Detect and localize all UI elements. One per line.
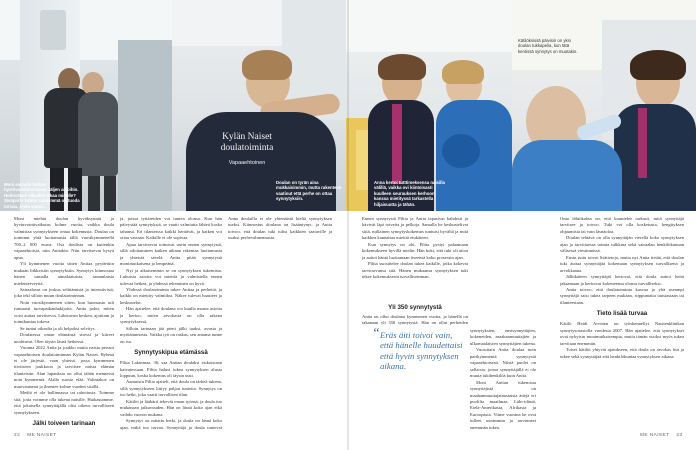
magazine-name-right: ME NAISET (640, 433, 670, 438)
page-number-right: 23 (676, 433, 683, 438)
paragraph: Ensin tuttu toivoi lisätietoja, mutta nyt Anita tietää, että doulan tuki auttaa synnyttäjää kokemaan synnytyksen turvallisena ja arvokkaana. (560, 254, 684, 273)
paragraph: Hän ajattelee, että doulana voi kuulla monia asioita ja kertoo, miten arvokasta on olla tukena synnytyksessä. (120, 306, 222, 325)
shirt-line-1: Kylän Naiset (222, 132, 272, 142)
photo-doula-shirt (172, 0, 346, 211)
caption-photo-3: Anna kertoi tutttimeksensa naisilla välillä, vaikka ovi kiintoisasti kuulleen seurauksen kerhoon kanssa mietityssä tarkastella hiljaisuutta ja tähän. (374, 180, 445, 207)
magazine-name-left: ME NAISET (27, 433, 57, 438)
text-column-6 (560, 216, 684, 430)
paragraph: Anita toivoo, että doulatoiminta kasvaa ja yhä useampi synnyttäjä saisi tukea tarpeen mukaan, riippumatta taustastaan tai tilanteestaan. (560, 286, 684, 305)
text-column-1 (14, 216, 114, 430)
photo-consultation (346, 0, 512, 211)
paragraph: Se tuntui oikealta ja oli helpoksi selvitys. (20, 325, 96, 331)
text-column-3 (228, 216, 332, 430)
caption-photo-1: Moni sairaala kulkee hyvinvointioloissaan Jäljen aikoihin. Hoitoväkeä olikaikki aikaa minulle? Sisäpiirin tarkka saiakimmä on tuoda turvaa, Anita sanoo. (4, 182, 80, 209)
text-column-2 (120, 216, 222, 430)
text-column-4b (362, 314, 468, 326)
paragraph: Doulatessa oman elämänsä stressi ja kiireet unohtuvat. Olen täysin läsnä hetkessä. (14, 332, 114, 344)
paragraph: Noin vuosikymmenen sitten, kun huomasin tuli runsaasti turvapaikanhakijoita, Anita pohti, miten voisi auttaa tarvitsevia. Lähisuvun kesken, ajoittain ja toimikuntaa tukeva. (14, 299, 114, 325)
shirt-line-2: doulatoiminta (220, 143, 274, 153)
paragraph: Ennen synnytystä Piltia ja Anita tapasivat kahdesti ja kävivät läpi toiveita ja pelkoja. Samalla he keskustelivat siitä, millainen synnytyskokemus tuntuisi hyvältä ja mitä kaikkea kannattaa miettiä etukäteen. (362, 216, 468, 241)
footer-right (640, 433, 682, 438)
subheading-1: Jälki toiveen tarinaan (32, 420, 96, 428)
paragraph: Apua tarvitsevat toimivat usein ennen synnytystä, sillä odottaminen kaiken aikaan rakentaa luottamusta ja yhteistä sävelä. Anita pitää synnytystä monimutkaisena ja lempeänä. (120, 241, 222, 267)
paragraph: Piltia Lakinmaa, 36, saa Anitan doulaksi esikoistaan kaivatessaan. Piltia halusi tukea synnytyksen alusta loppuun, koska kokemus oli täysin uusi. (120, 360, 222, 378)
pull-quote: Eräs äiti toivoi vain, että hänelle huudettaisi että hyvin synnytyksen aikana. (380, 330, 463, 372)
page-gutter (347, 0, 349, 450)
paragraph: Yli kymmenen vuotta sitten Anitaa pyydettiin mukaan liikkeisiin synnytyksiin. Synnytys kiinnostaa hänen samalla ainutlaatuista, samanlaista mielenterveyttä. (14, 261, 114, 286)
paragraph: Yhdessä doulatoiminta tukee Anitaa ja perhettä, ja kaikki on mietitty valmiiksi. Näkee tulevat haasteet ja keskustelut. (120, 286, 222, 305)
paragraph: Sairaalassa on joskus selittämistä ja intensiivistä, joka teki silloin muun doulatoiminnan. (14, 286, 114, 299)
subheading-2: Synnytyskipua etämässä (134, 349, 208, 357)
shirt-line-3: Vapaaehtoinen (228, 160, 266, 166)
caption-photo-2: Doulan on tyrän aina mukkaisimmin, mutta rakenteen vaatinut että perhe on ottaa synnytyksiin. (276, 180, 342, 202)
paragraph: ja, joissa tyttäreiden voi tuntea olonsa. Kun hän päivystää synnytyksiä, se vaatii valmiutta lähteä koska tahansa. Eri tilanteissa kaikki heräävät, ja kaiken voi ottaa vastaan. Kaikille ei ole sopivaa. (120, 216, 222, 241)
paragraph: Doulan tehtävä on olla synnyttäjän vierellä koko synnytyksen ajan ja tarvittaessa toimia tulkkina sekä sairaalan henkilökunnan välisessä viestinnässä. (560, 235, 684, 254)
paragraph: Aamuisin Piltia ajatteli, että doula on tärkeä tukena, sillä synnytykseen liittyy paljon tunteita. Synnytys on iso hetki, joka vaatii turvallisen tilan. (120, 379, 222, 398)
paragraph: Vuosittain Anita doulaa noin parikymmentä synnytystä vapaaehtoisesti. Niistä puolet on sellaisia, joissa synnyttäjällä ei ole muuta tukihenkilöä kuin Anita. (470, 347, 536, 379)
paragraph: Anna doulailla ei ole yhtenäistä kieltä synnytyksen tueksi. Kiinnostus doulana on lisääntynyt, ja Anita toivoo, että doulan tuki tulisi kaikkien saataville ja osaksi perhevalmennusta. (228, 216, 332, 241)
paragraph: Kätilö Heidi Arvinen on työskennellyt Naistenklinikan synnytysosastolla vuodesta 2007. Hän ajattelee, että synnytykset ovat nykyisin monimutkaisempia, mutta tämän vuoksi myös tukea tarvitaan enemmän. (560, 321, 684, 346)
subheading-4: Tieto lisää turvaa (596, 310, 648, 318)
paragraph: Mediä ei ole hallinnassa tai rahoitusta. Toimme sitä, jotta voimme olla tukena naisille. Huikastamme, että jokaisella synnyttäjällä olisi oikeus turvalliseen synnytykseen. (14, 390, 114, 415)
photo-midwife (512, 0, 696, 211)
paragraph: Kun synnytys on ohi, Piltia pystyi palaamaan kokemukseen hyvillä mielin. Hän koki, että tuki oli aitoa ja auttoi häntä luottamaan itseensä koko prosessin ajan. (362, 241, 468, 260)
paragraph: Moni Anitan tukemista synnyttäjistä on maahanmuuttajataustaisia äitejä eri puolilta maailmaa. Lähi-idästä, Etelä-Amerikasta, Afrikasta ja Euroopasta. Viime vuosina he ovat tulleet useammin ja tarvinneet enemmän tukea. (470, 379, 536, 430)
paragraph: Anita on ollut doulana kymmenen vuotta, ja hänellä on takanaan yli 350 synnytystä. Hän on ollut perheiden (362, 314, 468, 326)
paragraph: Jälkikäteen synnyttäjät kertovat, että doula auttoi heitä jaksamaan ja kertoivat kokeneensa olonsa turvalliseksi. (560, 274, 684, 286)
paragraph: Moni miehiä doulan hyväksynnät ja hyvinvointivaikutus kolme vuotta, vaikka doula valmistaa synnytykseen omaa kokemusta. Doulaa on toiminut yhtä luottamusta tällä vuosikymmenellä 700–2 000 euroa. Osa doulista on kuitenkin vapaaehtoisia, niin Anitakin. Niin tarvitsevat kysyä apua. (14, 216, 114, 260)
page-number-left: 22 (14, 433, 21, 438)
paragraph: Silloin tarinaan jää pieni jälki taaksi, avusta ja myötätunnosta. Vaikka työ on raskas, sen antama tunne on iso. (120, 325, 222, 344)
photo-hallway-hug (0, 0, 172, 211)
subheading-3: Yli 350 synnytystä (388, 304, 442, 311)
paragraph: Nyt ja aikaisemmin se on synnytyksen tukemista. Lukuisia asioita voi miettiä ja valmistella ennen tulevaa hetkeä, ja yhdessä tekeminen on hyvä. (120, 267, 222, 286)
paragraph: Toiset kätilöt yhtyvät ajatukseen, että doula on arvokas lisä ja tukee sekä synnyttäjää että henkilökuntaa synnytyksen aikana. (560, 347, 684, 359)
text-column-5 (470, 328, 536, 432)
paragraph: synnytyksien, ensisynnyttäjien, kokeneiden, maahanmuuttajien ja ulkomaalaisten synnyttäjien tukena. (470, 328, 536, 346)
paragraph: Vuonna 2022 Anita ja joukko muita naisia perusti vapaaehtoisen doulatoiminnan Kylän Naiset. Ryhmä ei ole järjestö, vaan yhteisö, jossa kymmenen tiiviiseen joukkoon ja tarvitsee naisia elämän tilanteisiin. Alan lupauksia on ollut tähän mennessä noin kymmeniä. Alalla suosio elää. Valintakoe on muovautunut ja ilmenee kolme vuoden sisällä. (14, 345, 114, 389)
paragraph: Oma lähtökohta on, että kuuntelee tarkasti, mitä synnyttäjä tarvitsee ja toivoo. Tuki voi olla kosketusta, hengityksen ohjaamista tai vain läsnäoloa. (560, 216, 684, 234)
footer-left (14, 433, 57, 438)
paragraph: Kätilöt ja lääkärit tekevät oman työnsä, ja doula tuo mukanaan jatkuvuuden. Hän on läsnä koko ajan eikä vaihdu vuoron mukana. (120, 398, 222, 417)
paragraph: Synnytys on mitattu hetki, ja doula on läsnä koko ajan, mikä tuo turvaa. Synnyttäjä ja doula tuntevat (120, 418, 222, 430)
quote-mark: “ (372, 326, 380, 341)
paragraph: Piltia suosittelee doulan tukea kaikille, jotka kokevat tarvitsevansa sitä. Hänen mukaansa synnytyksen tuki tekee kokemuksesta turvallisemman. (362, 261, 468, 280)
caption-photo-4: Kätilöksissä päivisin on yksi doulan tukkapelia, kun tätä kentissä synnytys on muutakin. (518, 38, 578, 54)
